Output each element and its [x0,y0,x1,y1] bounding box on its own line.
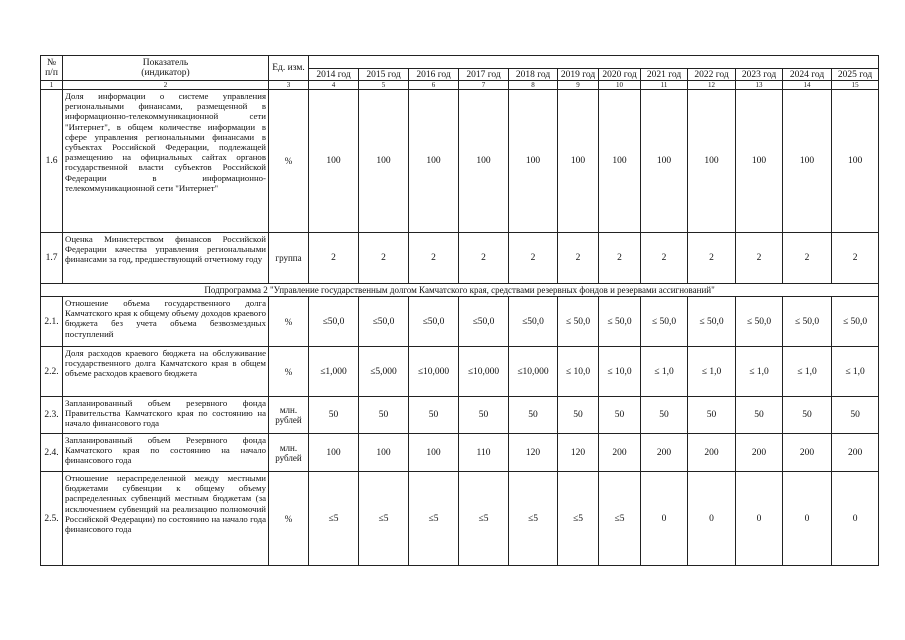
table-row [41,90,879,233]
value-cell: ≤10,000 [459,347,509,397]
header-years-span [309,56,879,69]
value-cell: ≤5,000 [359,347,409,397]
value-cell: ≤10,000 [409,347,459,397]
header-year: 2019 год [558,69,599,81]
indicator-text: Оценка Министерством финансов Российской Федерации качества управления региональными финансами за год, предшествующий отчетному году [63,233,269,284]
value-cell: 100 [558,90,599,233]
value-cell: ≤5 [599,472,641,566]
value-cell: 2 [509,233,558,284]
column-number: 5 [359,81,409,90]
column-number: 6 [409,81,459,90]
value-cell: 100 [832,90,879,233]
value-cell: ≤ 50,0 [599,297,641,347]
header-year: 2024 год [783,69,832,81]
value-cell: 2 [309,233,359,284]
value-cell: 100 [688,90,736,233]
value-cell: 100 [641,90,688,233]
value-cell: 50 [783,397,832,434]
value-cell: ≤ 50,0 [832,297,879,347]
value-cell: ≤ 1,0 [736,347,783,397]
table-row [41,233,879,284]
value-cell: 100 [509,90,558,233]
value-cell: ≤ 50,0 [783,297,832,347]
value-cell: 200 [832,434,879,472]
header-year: 2018 год [509,69,558,81]
column-number: 14 [783,81,832,90]
header-year: 2025 год [832,69,879,81]
value-cell: 50 [409,397,459,434]
value-cell: 50 [599,397,641,434]
indicators-table [40,55,879,566]
value-cell: ≤ 10,0 [558,347,599,397]
value-cell: ≤5 [459,472,509,566]
value-cell: 2 [409,233,459,284]
header-year: 2016 год [409,69,459,81]
value-cell: 100 [599,90,641,233]
indicator-text: Доля расходов краевого бюджета на обслуживание государственного долга Камчатского края в общем объеме расходов краевого бюджета [63,347,269,397]
header-unit: Ед. изм. [269,56,309,81]
value-cell: 0 [641,472,688,566]
value-cell: ≤50,0 [409,297,459,347]
value-cell: 2 [783,233,832,284]
value-cell: ≤ 50,0 [736,297,783,347]
column-number: 2 [63,81,269,90]
value-cell: 2 [558,233,599,284]
unit-cell: млн. рублей [269,397,309,434]
table-row [41,472,879,566]
column-number: 1 [41,81,63,90]
value-cell: 100 [783,90,832,233]
value-cell: 110 [459,434,509,472]
header-year: 2023 год [736,69,783,81]
unit-cell: % [269,472,309,566]
header-year: 2017 год [459,69,509,81]
value-cell: 100 [359,434,409,472]
subprogram-title: Подпрограмма 2 "Управление государственным долгом Камчатского края, средствами резервных фондов и резервами ассигнований" [41,284,879,297]
value-cell: ≤50,0 [309,297,359,347]
unit-cell: млн. рублей [269,434,309,472]
unit-cell: % [269,297,309,347]
header-year: 2020 год [599,69,641,81]
value-cell: ≤ 1,0 [641,347,688,397]
unit-cell: % [269,347,309,397]
value-cell: 0 [688,472,736,566]
value-cell: 100 [309,434,359,472]
value-cell: 50 [459,397,509,434]
value-cell: ≤ 50,0 [558,297,599,347]
value-cell: 50 [832,397,879,434]
value-cell: ≤5 [309,472,359,566]
column-number: 9 [558,81,599,90]
subprogram-row [41,284,879,297]
value-cell: ≤10,000 [509,347,558,397]
value-cell: 2 [599,233,641,284]
column-number: 12 [688,81,736,90]
indicator-text: Доля информации о системе управления региональными финансами, размещенной в информационно-телекоммуникационной сети "Интернет", в общем количестве информации в сфере управления региональными финансами в субъектах Российской Федерации, подлежащей размещению на официальных сайтах органов государственной власти субъектов Российской Федерации в информационно-телекоммуникационной сети "Интернет" [63,90,269,233]
value-cell: 100 [736,90,783,233]
header-num: № п/п [41,56,63,81]
value-cell: ≤5 [509,472,558,566]
value-cell: 100 [459,90,509,233]
header-year: 2015 год [359,69,409,81]
indicator-text: Отношение объема государственного долга Камчатского края к общему объему доходов краевого бюджета без учета объема безвозмездных поступлений [63,297,269,347]
value-cell: 100 [409,434,459,472]
column-number: 4 [309,81,359,90]
value-cell: ≤50,0 [459,297,509,347]
value-cell: ≤ 10,0 [599,347,641,397]
value-cell: 50 [736,397,783,434]
column-number: 13 [736,81,783,90]
header-year: 2021 год [641,69,688,81]
value-cell: ≤ 50,0 [688,297,736,347]
column-number: 3 [269,81,309,90]
value-cell: ≤5 [359,472,409,566]
value-cell: ≤ 1,0 [783,347,832,397]
row-number: 1.7 [41,233,63,284]
indicator-text: Запланированный объем резервного фонда Правительства Камчатского края по состоянию на начало финансового года [63,397,269,434]
column-number: 10 [599,81,641,90]
row-number: 2.2. [41,347,63,397]
value-cell: 0 [832,472,879,566]
value-cell: ≤50,0 [359,297,409,347]
value-cell: 120 [558,434,599,472]
row-number: 2.4. [41,434,63,472]
value-cell: 50 [558,397,599,434]
column-numbers-row [41,81,879,90]
header-row-top [41,56,879,69]
value-cell: 200 [783,434,832,472]
value-cell: 200 [736,434,783,472]
row-number: 1.6 [41,90,63,233]
header-year: 2014 год [309,69,359,81]
value-cell: ≤50,0 [509,297,558,347]
value-cell: ≤5 [409,472,459,566]
value-cell: ≤ 1,0 [688,347,736,397]
value-cell: 2 [688,233,736,284]
indicator-text: Запланированный объем Резервного фонда Камчатского края по состоянию на начало финансового года [63,434,269,472]
unit-cell: группа [269,233,309,284]
value-cell: 2 [359,233,409,284]
value-cell: 100 [359,90,409,233]
value-cell: 120 [509,434,558,472]
value-cell: 50 [641,397,688,434]
value-cell: 2 [832,233,879,284]
value-cell: 2 [736,233,783,284]
row-number: 2.1. [41,297,63,347]
value-cell: 100 [309,90,359,233]
header-year: 2022 год [688,69,736,81]
value-cell: 50 [509,397,558,434]
value-cell: 200 [641,434,688,472]
value-cell: ≤1,000 [309,347,359,397]
table-row [41,434,879,472]
value-cell: 2 [641,233,688,284]
column-number: 15 [832,81,879,90]
header-indicator: Показатель (индикатор) [63,56,269,81]
column-number: 11 [641,81,688,90]
value-cell: ≤5 [558,472,599,566]
column-number: 8 [509,81,558,90]
unit-cell: % [269,90,309,233]
row-number: 2.3. [41,397,63,434]
value-cell: ≤ 1,0 [832,347,879,397]
value-cell: 2 [459,233,509,284]
value-cell: 50 [688,397,736,434]
value-cell: 200 [599,434,641,472]
table-row [41,347,879,397]
table-row [41,297,879,347]
value-cell: 200 [688,434,736,472]
value-cell: 50 [309,397,359,434]
indicator-text: Отношение нераспределенной между местными бюджетами субвенции к общему объему распределенных субвенций местным бюджетам (за исключением субвенций на реализацию полномочий Российской Федерации) по состоянию на начало года финансового года [63,472,269,566]
value-cell: 100 [409,90,459,233]
value-cell: ≤ 50,0 [641,297,688,347]
column-number: 7 [459,81,509,90]
value-cell: 0 [736,472,783,566]
value-cell: 50 [359,397,409,434]
row-number: 2.5. [41,472,63,566]
table-row [41,397,879,434]
value-cell: 0 [783,472,832,566]
